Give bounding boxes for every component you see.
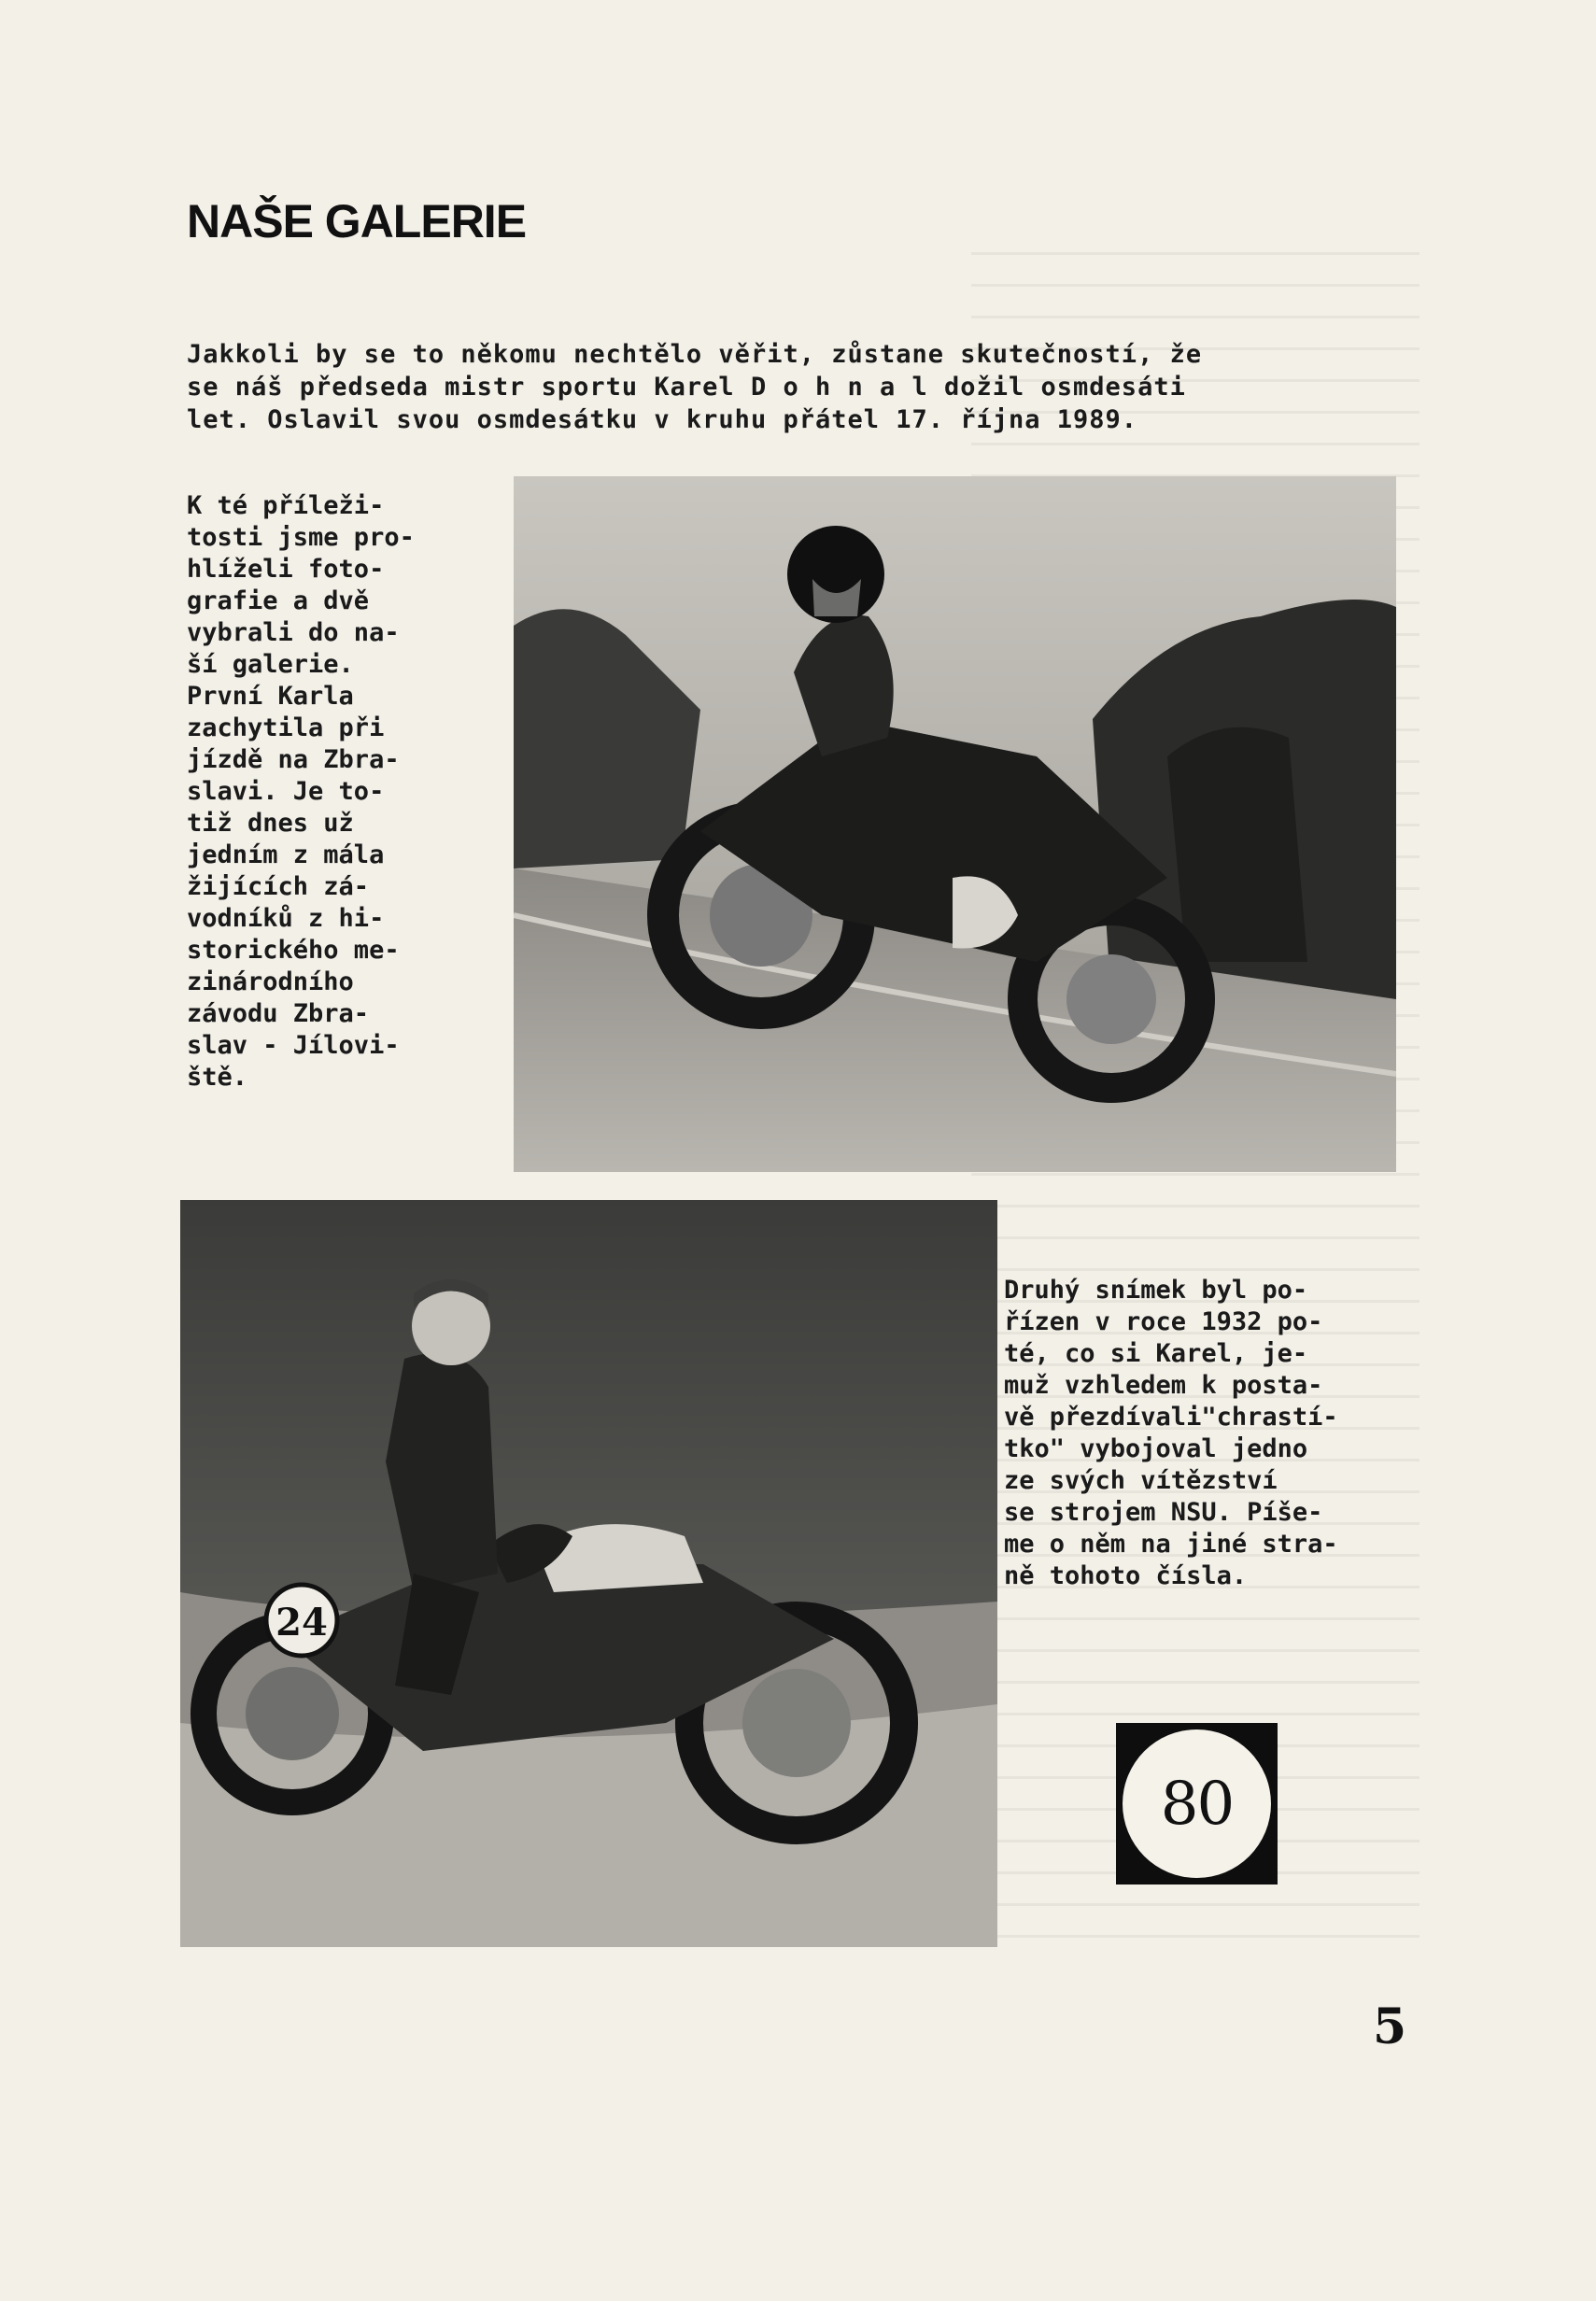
side-text-line: jedním z mála xyxy=(187,840,385,869)
badge-circle xyxy=(1123,1729,1271,1878)
side-text-line: První Karla xyxy=(187,682,354,711)
side-text-line: zinárodního xyxy=(187,967,354,996)
side-text-line: grafie a dvě xyxy=(187,586,370,615)
side-text-line: vodníků z hi- xyxy=(187,904,385,933)
badge-number: 80 xyxy=(1160,1769,1234,1839)
side-text-line: vybrali do na- xyxy=(187,618,400,647)
page-title: NAŠE GALERIE xyxy=(187,195,527,247)
caption-line: té, co si Karel, je- xyxy=(1004,1339,1308,1368)
side-text-line: slavi. Je to- xyxy=(187,777,385,806)
side-text-line: tosti jsme pro- xyxy=(187,523,415,552)
caption-line: se strojem NSU. Píše- xyxy=(1004,1498,1323,1527)
side-text-line: storického me- xyxy=(187,936,400,965)
caption-line: Druhý snímek byl po- xyxy=(1004,1276,1308,1305)
caption-line: tko" vybojoval jedno xyxy=(1004,1434,1308,1463)
photo-racing-motorcycle xyxy=(514,476,1396,1172)
intro-line: let. Oslavil svou osmdesátku v kruhu přátel 17. října 1989. xyxy=(187,405,1138,434)
caption-line: řízen v roce 1932 po- xyxy=(1004,1307,1323,1336)
photo-nsu-motorcycle xyxy=(180,1200,997,1947)
side-text-line: jízdě na Zbra- xyxy=(187,745,400,774)
intro-line: Jakkoli by se to někomu nechtělo věřit, zůstane skutečností, že xyxy=(187,340,1203,369)
race-number: 24 xyxy=(275,1601,328,1645)
second-photo-caption xyxy=(1004,1275,1434,1592)
caption-line: muž vzhledem k posta- xyxy=(1004,1371,1323,1400)
side-text-line: ší galerie. xyxy=(187,650,354,679)
side-text-line: slav - Jílovi- xyxy=(187,1031,400,1060)
anniversary-badge xyxy=(1116,1723,1278,1885)
side-text-line: zachytila při xyxy=(187,713,385,742)
caption-line: vě přezdívali"chrastí- xyxy=(1004,1403,1338,1432)
side-text-line: ště. xyxy=(187,1063,248,1092)
intro-paragraph xyxy=(187,338,1401,436)
photo-nsu-illustration xyxy=(180,1200,997,1947)
side-text-column xyxy=(187,490,486,1094)
side-text-line: hlíželi foto- xyxy=(187,555,385,584)
photo-racing-illustration xyxy=(514,476,1396,1172)
side-text-line: žijících zá- xyxy=(187,872,370,901)
caption-line: ze svých vítězství xyxy=(1004,1466,1278,1495)
caption-line: me o něm na jiné stra- xyxy=(1004,1530,1338,1559)
side-text-line: závodu Zbra- xyxy=(187,999,370,1028)
side-text-line: tiž dnes už xyxy=(187,809,354,838)
intro-line: se náš předseda mistr sportu Karel D o h n a l dožil osmdesáti xyxy=(187,373,1186,402)
page-number: 5 xyxy=(1373,1998,1407,2055)
caption-line: ně tohoto čísla. xyxy=(1004,1561,1248,1590)
side-text-line: K té příleži- xyxy=(187,491,385,520)
